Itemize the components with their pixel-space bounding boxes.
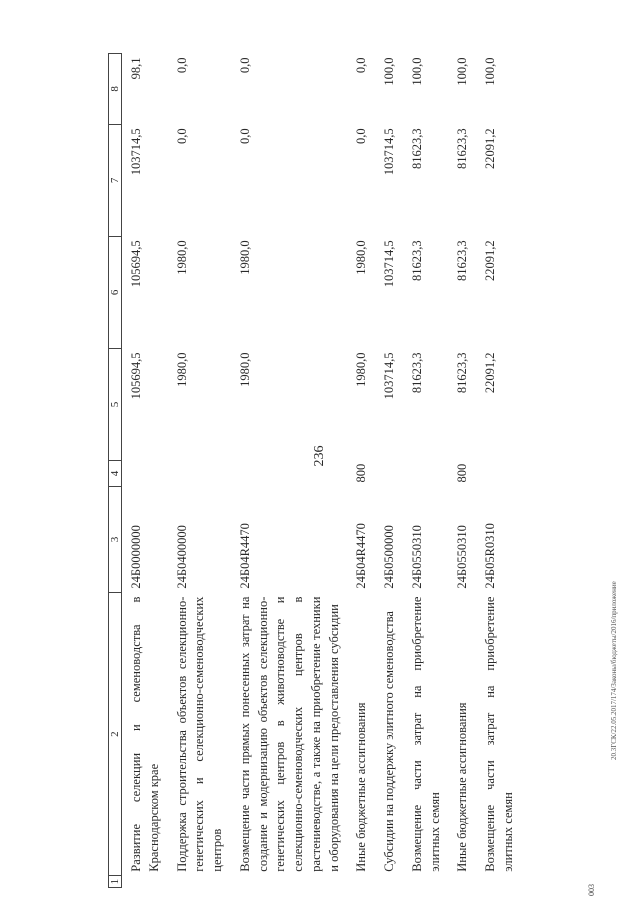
row-code: 24Б04R4470 xyxy=(354,523,369,589)
table-row xyxy=(403,54,449,888)
row-expense-type xyxy=(476,461,522,487)
row-value-v7: 0,0 xyxy=(237,128,252,144)
row-value-v7: 103714,5 xyxy=(129,128,143,176)
table-row xyxy=(347,54,375,888)
table-row xyxy=(448,54,476,888)
row-spacer xyxy=(375,876,403,888)
row-expense-type xyxy=(168,461,231,487)
row-expense-type: 800 xyxy=(455,463,470,483)
table-row xyxy=(231,54,348,888)
row-expense-type xyxy=(375,461,403,487)
row-value-v6: 1980,0 xyxy=(237,240,252,275)
row-code: 24Б04R4470 xyxy=(237,523,252,589)
row-value-v5: 1980,0 xyxy=(354,352,369,387)
row-spacer xyxy=(476,876,522,888)
row-value-v7: 81623,3 xyxy=(455,128,470,169)
row-expense-type xyxy=(122,461,168,487)
row-value-v8: 0,0 xyxy=(237,57,252,74)
row-description: Возмещение части затрат на приобретение элитных семян xyxy=(409,596,442,872)
row-spacer xyxy=(448,876,476,888)
row-value-v6: 1980,0 xyxy=(354,240,369,275)
row-code: 24Б0000000 xyxy=(129,525,143,589)
table-row xyxy=(168,54,231,888)
row-code: 24Б0500000 xyxy=(382,525,396,589)
row-value-v6: 81623,3 xyxy=(409,240,424,282)
row-value-v7: 0,0 xyxy=(354,128,369,144)
row-value-v5: 105694,5 xyxy=(129,352,143,400)
row-code: 24Б05R0310 xyxy=(483,523,497,589)
row-expense-type xyxy=(231,461,348,487)
row-value-v7: 22091,2 xyxy=(483,128,497,169)
row-value-v7: 0,0 xyxy=(174,128,189,144)
table-row xyxy=(122,54,168,888)
column-header: 5 xyxy=(109,348,122,460)
row-code: 24Б0550310 xyxy=(455,525,470,589)
row-description: Возмещение части затрат на приобретение элитных семян xyxy=(483,596,515,872)
row-value-v5: 81623,3 xyxy=(455,352,470,394)
row-spacer xyxy=(347,876,375,888)
column-header: 8 xyxy=(109,54,122,125)
column-header: 2 xyxy=(109,593,122,876)
row-description: Иные бюджетные ассигнования xyxy=(354,702,369,872)
column-header-row xyxy=(109,54,122,888)
column-header: 7 xyxy=(109,124,122,236)
footer-file-path: 20.3ГСК/22.05.2017/174/Законы/бюджеты/2016/приложение xyxy=(610,581,618,760)
column-header: 1 xyxy=(109,876,122,888)
row-value-v8: 0,0 xyxy=(174,57,189,74)
row-value-v6: 22091,2 xyxy=(483,240,497,282)
budget-table xyxy=(108,53,522,888)
row-value-v7: 103714,5 xyxy=(382,128,396,176)
row-expense-type xyxy=(403,461,449,487)
row-value-v6: 105694,5 xyxy=(129,240,143,288)
row-value-v8: 100,0 xyxy=(483,57,497,86)
row-expense-type: 800 xyxy=(354,463,369,483)
row-code: 24Б0400000 xyxy=(174,525,189,589)
row-value-v8: 100,0 xyxy=(409,57,424,86)
row-description: Поддержка строительства объектов селекционно-генетических и селекционно-семеноводческих центров xyxy=(174,596,224,872)
row-value-v6: 1980,0 xyxy=(174,240,189,275)
row-value-v5: 22091,2 xyxy=(483,352,497,394)
row-value-v5: 103714,5 xyxy=(382,352,396,400)
page-number: 236 xyxy=(312,445,327,467)
row-spacer xyxy=(168,876,231,888)
row-value-v6: 81623,3 xyxy=(455,240,470,282)
table-row xyxy=(476,54,522,888)
corner-mark: 003 xyxy=(587,884,596,896)
table-row xyxy=(375,54,403,888)
row-value-v5: 81623,3 xyxy=(409,352,424,394)
row-value-v6: 103714,5 xyxy=(382,240,396,288)
row-description: Развитие селекции и семеноводства в Краснодарском крае xyxy=(129,596,161,872)
row-value-v8: 100,0 xyxy=(382,57,396,86)
row-spacer xyxy=(403,876,449,888)
row-description: Субсидии на поддержку элитного семеноводства xyxy=(382,611,396,872)
row-description: Возмещение части прямых понесенных затрат на создание и модернизацию объектов селекционно-генетических центров в животноводстве и селекционно-семеноводческих центров в растениеводстве, а также на приобретение техники и оборудования на цели предоставления субсидии xyxy=(237,596,341,872)
column-header: 3 xyxy=(109,486,122,592)
row-value-v8: 100,0 xyxy=(455,57,470,86)
row-description: Иные бюджетные ассигнования xyxy=(455,702,470,872)
budget-table-container xyxy=(108,53,628,888)
row-spacer xyxy=(231,876,348,888)
row-value-v7: 81623,3 xyxy=(409,128,424,169)
row-spacer xyxy=(122,876,168,888)
row-value-v5: 1980,0 xyxy=(237,352,252,387)
column-header: 6 xyxy=(109,236,122,348)
row-value-v8: 0,0 xyxy=(354,57,369,74)
column-header: 4 xyxy=(109,461,122,487)
row-code: 24Б0550310 xyxy=(409,525,424,589)
row-value-v5: 1980,0 xyxy=(174,352,189,387)
row-value-v8: 98,1 xyxy=(129,57,143,80)
